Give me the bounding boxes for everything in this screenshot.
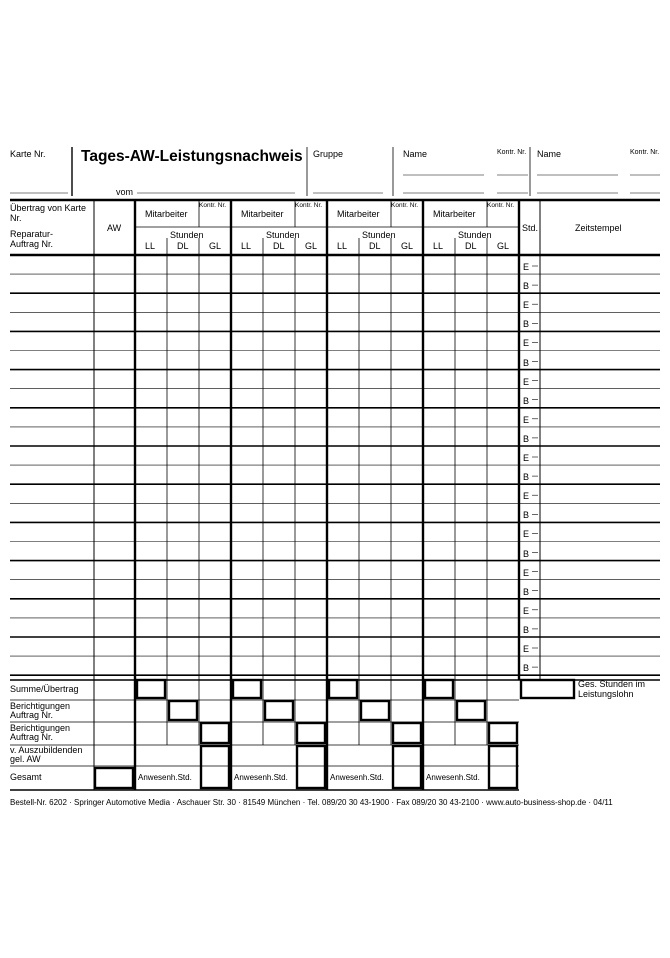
- row-mark-12: B: [523, 472, 530, 483]
- col-gl-label-4: GL: [497, 241, 510, 251]
- row-mark-16: B: [523, 548, 530, 559]
- row-mark-22: B: [523, 663, 530, 674]
- correction-label-2: Berichtigungen Auftrag Nr.: [10, 723, 71, 742]
- row-mark-4: B: [523, 319, 530, 330]
- row-mark-7: E: [523, 376, 530, 387]
- attendance-label-4: Anwesenh.Std.: [426, 773, 480, 782]
- employee-label-3: Mitarbeiter: [337, 209, 380, 219]
- card-no-label: Karte Nr.: [10, 149, 46, 159]
- row-mark-8: B: [523, 395, 530, 406]
- row-mark-5: E: [523, 338, 530, 349]
- row-mark-6: B: [523, 357, 530, 368]
- row-mark-1: E: [523, 262, 530, 272]
- attendance-label-2: Anwesenh.Std.: [234, 773, 288, 782]
- col-dl-label-4: DL: [465, 241, 477, 251]
- col-dl-label-1: DL: [177, 241, 189, 251]
- attendance-label-3: Anwesenh.Std.: [330, 773, 384, 782]
- employee-label-2: Mitarbeiter: [241, 209, 284, 219]
- std-label: Std.: [522, 223, 539, 233]
- row-mark-21: E: [523, 644, 530, 654]
- hours-label-1: Stunden: [170, 230, 204, 240]
- hours-label-3: Stunden: [362, 230, 396, 240]
- col-gl-label-2: GL: [305, 241, 318, 251]
- col-ll-label-1: LL: [145, 241, 156, 251]
- total-hours-label: Ges. Stunden im Leistungslohn: [578, 679, 646, 699]
- trainee-label: v. Auszubildenden gel. AW: [10, 745, 83, 764]
- row-mark-14: B: [523, 510, 530, 521]
- name-label-2: Name: [537, 149, 562, 159]
- row-mark-19: E: [523, 605, 530, 616]
- total-label: Gesamt: [10, 772, 42, 782]
- carryover-label: Übertrag von Karte Nr.: [10, 203, 87, 223]
- col-dl-label-2: DL: [273, 241, 285, 251]
- row-mark-18: B: [523, 586, 530, 597]
- col-dl-label-3: DL: [369, 241, 381, 251]
- col-ll-label-4: LL: [433, 241, 444, 251]
- row-mark-20: B: [523, 624, 530, 635]
- row-mark-2: B: [523, 281, 530, 292]
- repair-order-label: Reparatur-Auftrag Nr.: [10, 229, 54, 249]
- employee-label-4: Mitarbeiter: [433, 209, 476, 219]
- page-title: Tages-AW-Leistungsnachweis: [81, 148, 303, 165]
- aw-label: AW: [107, 223, 122, 233]
- employee-control-no-label-2: Kontr. Nr.: [295, 202, 323, 209]
- employee-control-no-label-1: Kontr. Nr.: [199, 202, 227, 209]
- employee-control-no-label-3: Kontr. Nr.: [391, 202, 419, 209]
- employee-label-1: Mitarbeiter: [145, 209, 188, 219]
- row-mark-3: E: [523, 300, 530, 311]
- row-mark-10: B: [523, 433, 530, 444]
- col-gl-label-3: GL: [401, 241, 414, 251]
- row-mark-9: E: [523, 414, 530, 425]
- row-mark-17: E: [523, 567, 530, 578]
- sum-label: Summe/Übertrag: [10, 684, 79, 694]
- col-ll-label-3: LL: [337, 241, 348, 251]
- row-mark-11: E: [523, 453, 530, 463]
- from-label: vom: [116, 187, 134, 197]
- col-gl-label-1: GL: [209, 241, 222, 251]
- name-label-1: Name: [403, 149, 428, 159]
- timestamp-label: Zeitstempel: [575, 223, 622, 233]
- row-mark-13: E: [523, 491, 530, 502]
- hours-label-2: Stunden: [266, 230, 300, 240]
- group-label: Gruppe: [313, 149, 344, 159]
- attendance-label-1: Anwesenh.Std.: [138, 773, 192, 782]
- control-no-label-2: Kontr. Nr.: [630, 149, 660, 156]
- row-mark-15: E: [523, 529, 530, 540]
- control-no-label-1: Kontr. Nr.: [497, 149, 527, 156]
- employee-control-no-label-4: Kontr. Nr.: [487, 202, 515, 209]
- col-ll-label-2: LL: [241, 241, 252, 251]
- footer-text: Bestell-Nr. 6202 · Springer Automotive Media · Aschauer Str. 30 · 81549 München · Tel. 089/20 30 43-1900 · Fax 089/20 30 43-2100 · www.auto-business-shop.de · 04/11: [10, 798, 613, 807]
- hours-label-4: Stunden: [458, 230, 492, 240]
- correction-label-1: Berichtigungen Auftrag Nr.: [10, 701, 71, 720]
